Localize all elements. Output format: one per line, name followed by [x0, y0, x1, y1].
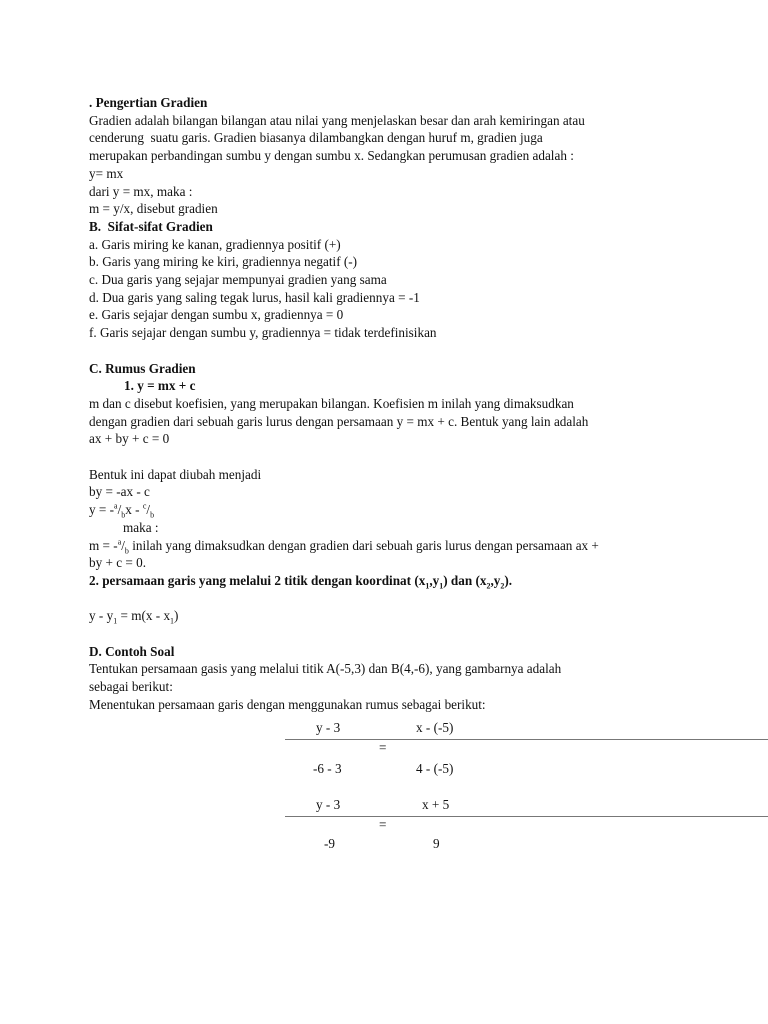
eq-sub: b: [124, 546, 129, 556]
eq-sup: a: [117, 537, 122, 547]
sub2-subscript: 1: [425, 581, 430, 591]
section-d-line: Menentukan persamaan garis dengan menggunakan rumus sebagai berikut:: [89, 696, 486, 712]
section-c-paragraph-line: m dan c disebut koefisien, yang merupakan bilangan. Koefisien m inilah yang dimaksudkan: [89, 395, 574, 411]
eq-sup: c: [142, 501, 147, 511]
eq-slash: /: [121, 537, 125, 553]
section-a-line: cenderung suatu garis. Gradien biasanya dilambangkan dengan huruf m, gradien juga: [89, 130, 543, 146]
eq-sub: b: [121, 510, 126, 520]
section-b-item: a. Garis miring ke kanan, gradiennya positif (+): [89, 236, 341, 252]
fraction-2-bar: [285, 816, 768, 817]
sub2-text: 2. persamaan garis yang melalui 2 titik dengan koordinat (x: [89, 572, 426, 588]
section-d-line: Tentukan persamaan gasis yang melalui titik A(-5,3) dan B(4,-6), yang gambarnya adalah: [89, 661, 562, 677]
section-a-line: Gradien adalah bilangan bilangan atau nilai yang menjelaskan besar dan arah kemiringan atau: [89, 112, 585, 128]
eq-slash: /: [146, 502, 151, 518]
fraction-2-right-numerator: x + 5: [422, 797, 450, 812]
section-c-paragraph-line: dengan gradien dari sebuah garis lurus dengan persamaan y = mx + c. Bentuk yang lain adalah: [89, 413, 589, 429]
section-b-item: c. Dua garis yang sejajar mempunyai gradien yang sama: [89, 272, 387, 288]
fraction-1-right-numerator: x - (-5): [416, 720, 454, 735]
fraction-1-left-numerator: y - 3: [316, 720, 341, 735]
section-b-item: b. Garis yang miring ke kiri, gradiennya negatif (-): [89, 254, 358, 270]
section-c-paragraph-line: by = -ax - c: [89, 484, 150, 500]
sub2-subscript: 2: [486, 581, 491, 591]
eq-sub: b: [150, 510, 155, 520]
fraction-2-left-denominator: -9: [324, 836, 335, 851]
section-a-heading: . Pengertian Gradien: [89, 95, 208, 110]
section-d-line: sebagai berikut:: [89, 679, 173, 695]
eq-text: m = -: [89, 537, 118, 553]
section-a-line: merupakan perbandingan sumbu y dengan sumbu x. Sedangkan perumusan gradien adalah :: [89, 148, 574, 164]
section-d-heading: D. Contoh Soal: [89, 643, 175, 659]
sub2-text: ,y: [429, 572, 440, 588]
fraction-1-right-denominator: 4 - (-5): [416, 761, 454, 776]
formula-text: y - y: [89, 608, 114, 624]
section-a-line: dari y = mx, maka :: [89, 183, 193, 199]
eq-slash: /: [117, 502, 122, 518]
section-b-item: e. Garis sejajar dengan sumbu x, gradiennya = 0: [89, 307, 344, 323]
formula-text: = m(x - x: [117, 608, 171, 624]
maka-label: maka :: [123, 519, 159, 535]
eq-sup: a: [114, 501, 118, 511]
section-c-subheading-1: 1. y = mx + c: [124, 378, 196, 394]
section-c-paragraph-line: Bentuk ini dapat diubah menjadi: [89, 466, 262, 482]
section-b-heading: B. Sifat-sifat Gradien: [89, 218, 213, 234]
sub2-subscript: 2: [500, 581, 505, 591]
section-b-item: d. Dua garis yang saling tegak lurus, hasil kali gradiennya = -1: [89, 289, 420, 305]
eq-text: inilah yang dimaksudkan dengan gradien dari sebuah garis lurus dengan persamaan ax +: [128, 537, 599, 553]
eq-text: x -: [125, 502, 143, 518]
section-b-item: f. Garis sejajar dengan sumbu y, gradiennya = tidak terdefinisikan: [89, 325, 437, 341]
sub2-text: ) dan (x: [443, 572, 487, 588]
section-a-line: y= mx: [89, 165, 124, 181]
fraction-1-left-denominator: -6 - 3: [313, 761, 342, 776]
fraction-2-right-denominator: 9: [433, 836, 440, 851]
formula-subscript: 1: [113, 616, 118, 626]
sub2-text: ).: [504, 572, 513, 588]
fraction-1-equals: =: [379, 740, 387, 755]
section-a-line: m = y/x, disebut gradien: [89, 201, 218, 217]
m-equation-cont: by + c = 0.: [89, 555, 146, 571]
sub2-text: ,y: [490, 572, 501, 588]
section-c-paragraph-line: ax + by + c = 0: [89, 431, 170, 447]
sub2-subscript: 1: [439, 581, 444, 591]
fraction-2-left-numerator: y - 3: [316, 797, 341, 812]
formula-subscript: 1: [170, 616, 175, 626]
section-c-heading: C. Rumus Gradien: [89, 360, 196, 376]
fraction-1-bar: [285, 739, 768, 740]
eq-text: y = -: [89, 502, 115, 518]
formula-text: ): [174, 608, 179, 624]
fraction-2-equals: =: [379, 817, 387, 832]
